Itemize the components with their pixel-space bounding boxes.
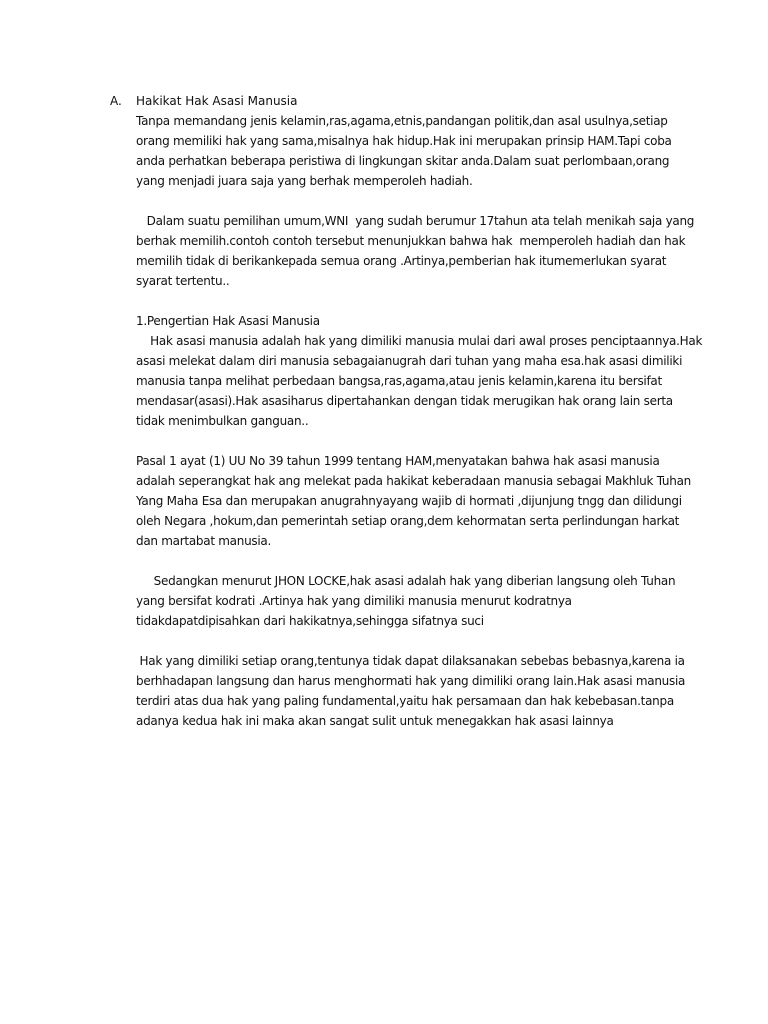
paragraph-3-line-2: Hak asasi manusia adalah hak yang dimiliki manusia mulai dari awal proses penciptaannya.Hak [136, 334, 703, 348]
paragraph-5-line-2: yang bersifat kodrati .Artinya hak yang dimiliki manusia menurut kodratnya [136, 594, 572, 608]
paragraph-5-line-1: Sedangkan menurut JHON LOCKE,hak asasi adalah hak yang diberian langsung oleh Tuhan [136, 574, 676, 588]
section-title: Hakikat Hak Asasi Manusia [136, 94, 298, 108]
paragraph-6-line-1: Hak yang dimiliki setiap orang,tentunya tidak dapat dilaksanakan sebebas bebasnya,karena ia [136, 654, 685, 668]
paragraph-3-line-3: asasi melekat dalam diri manusia sebagaianugrah dari tuhan yang maha esa.hak asasi dimiliki [136, 354, 683, 368]
paragraph-4-line-1: Pasal 1 ayat (1) UU No 39 tahun 1999 tentang HAM,menyatakan bahwa hak asasi manusia [136, 454, 660, 468]
paragraph-3-line-6: tidak menimbulkan ganguan.. [136, 414, 309, 428]
section-marker: A. [110, 94, 122, 108]
paragraph-3-line-4: manusia tanpa melihat perbedaan bangsa,ras,agama,atau jenis kelamin,karena itu bersifat [136, 374, 662, 388]
subsection-title: 1.Pengertian Hak Asasi Manusia [136, 314, 320, 328]
paragraph-2-line-4: syarat tertentu.. [136, 274, 230, 288]
paragraph-1-line-4: yang menjadi juara saja yang berhak memperoleh hadiah. [136, 174, 473, 188]
paragraph-6-line-4: adanya kedua hak ini maka akan sangat sulit untuk menegakkan hak asasi lainnya [136, 714, 614, 728]
paragraph-2-line-3: memilih tidak di berikankepada semua orang .Artinya,pemberian hak itumemerlukan syarat [136, 254, 667, 268]
paragraph-4-line-2: adalah seperangkat hak ang melekat pada hakikat keberadaan manusia sebagai Makhluk Tuhan [136, 474, 691, 488]
paragraph-2-line-2: berhak memilih.contoh contoh tersebut menunjukkan bahwa hak memperoleh hadiah dan hak [136, 234, 686, 248]
paragraph-4-line-5: dan martabat manusia. [136, 534, 272, 548]
paragraph-3-line-5: mendasar(asasi).Hak asasiharus dipertahankan dengan tidak merugikan hak orang lain serta [136, 394, 673, 408]
paragraph-4-line-3: Yang Maha Esa dan merupakan anugrahnyayang wajib di hormati ,dijunjung tngg dan dilidungi [136, 494, 682, 508]
paragraph-4-line-4: oleh Negara ,hokum,dan pemerintah setiap orang,dem kehormatan serta perlindungan harkat [136, 514, 680, 528]
paragraph-6-line-2: berhhadapan langsung dan harus menghormati hak yang dimiliki orang lain.Hak asasi manusia [136, 674, 686, 688]
paragraph-1-line-2: orang memiliki hak yang sama,misalnya hak hidup.Hak ini merupakan prinsip HAM.Tapi coba [136, 134, 672, 148]
paragraph-1-line-3: anda perhatkan beberapa peristiwa di lingkungan skitar anda.Dalam suat perlombaan,orang [136, 154, 670, 168]
paragraph-5-line-3: tidakdapatdipisahkan dari hakikatnya,sehingga sifatnya suci [136, 614, 484, 628]
paragraph-6-line-3: terdiri atas dua hak yang paling fundamental,yaitu hak persamaan dan hak kebebasan.tanpa [136, 694, 674, 708]
paragraph-1-line-1: Tanpa memandang jenis kelamin,ras,agama,etnis,pandangan politik,dan asal usulnya,setiap [136, 114, 668, 128]
paragraph-2-line-1: Dalam suatu pemilihan umum,WNI yang sudah berumur 17tahun ata telah menikah saja yang [136, 214, 695, 228]
